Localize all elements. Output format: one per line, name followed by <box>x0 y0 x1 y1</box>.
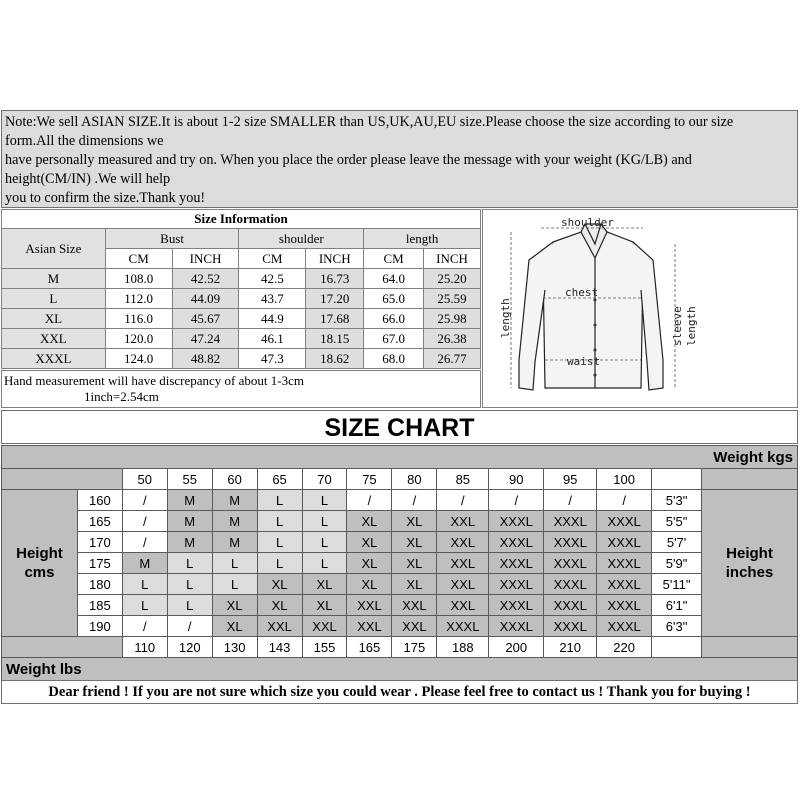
size-value: 42.5 <box>239 269 306 289</box>
unit-header: INCH <box>306 249 364 269</box>
blank-cell <box>702 469 798 490</box>
height-inch: 6'1" <box>652 595 702 616</box>
recommended-size: / <box>392 490 437 511</box>
recommended-size: XXXL <box>544 616 597 637</box>
height-label-line: Height <box>16 545 63 562</box>
size-row <box>2 309 481 329</box>
weight-lb: 188 <box>437 637 489 658</box>
recommended-size: / <box>597 490 652 511</box>
size-row <box>2 329 481 349</box>
height-inch: 5'3" <box>652 490 702 511</box>
weight-kg: 55 <box>167 469 212 490</box>
size-value: 17.68 <box>306 309 364 329</box>
size-value: 25.98 <box>424 309 481 329</box>
size-chart-row <box>2 553 798 574</box>
inch-conversion-note: 1inch=2.54cm <box>84 389 159 404</box>
size-value: 18.62 <box>306 349 364 369</box>
recommended-size: XL <box>257 574 302 595</box>
size-chart-grid <box>1 445 798 681</box>
recommended-size: XXL <box>437 595 489 616</box>
recommended-size: XL <box>257 595 302 616</box>
unit-header: INCH <box>424 249 481 269</box>
recommended-size: XL <box>212 595 257 616</box>
recommended-size: XXXL <box>489 616 544 637</box>
size-value: 65.0 <box>364 289 424 309</box>
size-name: XL <box>2 309 106 329</box>
measurement-note <box>1 370 481 408</box>
unit-header: CM <box>105 249 172 269</box>
size-name: XXXL <box>2 349 106 369</box>
recommended-size: XL <box>347 532 392 553</box>
weight-lb: 143 <box>257 637 302 658</box>
shoulder-header: shoulder <box>239 229 364 249</box>
note-line: have personally measured and try on. When you place the order please leave the message with your weight (KG/LB) and <box>5 152 692 168</box>
height-inch: 6'3" <box>652 616 702 637</box>
blank-cell <box>652 637 702 658</box>
size-value: 67.0 <box>364 329 424 349</box>
recommended-size: XL <box>347 553 392 574</box>
size-value: 26.77 <box>424 349 481 369</box>
height-label-line: Height <box>726 545 773 562</box>
height-cm: 180 <box>77 574 122 595</box>
size-chart-row <box>2 595 798 616</box>
height-inch: 5'7' <box>652 532 702 553</box>
recommended-size: XXXL <box>544 595 597 616</box>
recommended-size: L <box>167 574 212 595</box>
recommended-size: L <box>257 511 302 532</box>
note-line: Note:We sell ASIAN SIZE.It is about 1-2 size SMALLER than US,UK,AU,EU size.Please choose the size according to our size <box>5 114 734 130</box>
size-value: 66.0 <box>364 309 424 329</box>
size-note <box>1 110 798 208</box>
hand-measurement-note: Hand measurement will have discrepancy of about 1-3cm <box>4 373 304 388</box>
recommended-size: / <box>544 490 597 511</box>
recommended-size: L <box>122 595 167 616</box>
weight-kg: 75 <box>347 469 392 490</box>
size-value: 116.0 <box>105 309 172 329</box>
size-value: 17.20 <box>306 289 364 309</box>
height-cm: 170 <box>77 532 122 553</box>
recommended-size: M <box>122 553 167 574</box>
size-value: 112.0 <box>105 289 172 309</box>
recommended-size: L <box>302 511 347 532</box>
recommended-size: XXL <box>392 595 437 616</box>
height-cm: 185 <box>77 595 122 616</box>
size-information-table <box>1 209 481 369</box>
weight-kg: 60 <box>212 469 257 490</box>
recommended-size: / <box>489 490 544 511</box>
weight-lb: 210 <box>544 637 597 658</box>
shirt-illustration <box>483 210 797 407</box>
weight-lb: 200 <box>489 637 544 658</box>
size-value: 47.24 <box>172 329 239 349</box>
size-value: 68.0 <box>364 349 424 369</box>
height-cms-label <box>2 490 78 637</box>
height-cm: 160 <box>77 490 122 511</box>
height-inch: 5'11" <box>652 574 702 595</box>
recommended-size: XL <box>392 553 437 574</box>
weight-kg: 65 <box>257 469 302 490</box>
size-value: 64.0 <box>364 269 424 289</box>
recommended-size: XXXL <box>544 532 597 553</box>
recommended-size: L <box>167 553 212 574</box>
recommended-size: M <box>212 511 257 532</box>
recommended-size: / <box>122 616 167 637</box>
note-line: height(CM/IN) .We will help <box>5 171 171 187</box>
weight-kg: 95 <box>544 469 597 490</box>
size-value: 44.09 <box>172 289 239 309</box>
size-chart-row <box>2 490 798 511</box>
shirt-measurement-diagram <box>482 209 798 408</box>
recommended-size: XL <box>347 511 392 532</box>
asian-size-header: Asian Size <box>2 229 106 269</box>
recommended-size: L <box>257 490 302 511</box>
weight-lb: 165 <box>347 637 392 658</box>
recommended-size: M <box>167 532 212 553</box>
recommended-size: M <box>212 532 257 553</box>
recommended-size: L <box>302 553 347 574</box>
size-name: XXL <box>2 329 106 349</box>
size-value: 18.15 <box>306 329 364 349</box>
recommended-size: XXXL <box>489 574 544 595</box>
recommended-size: XXL <box>437 532 489 553</box>
unit-header: CM <box>239 249 306 269</box>
size-value: 43.7 <box>239 289 306 309</box>
recommended-size: L <box>257 532 302 553</box>
recommended-size: XXXL <box>489 532 544 553</box>
size-value: 48.82 <box>172 349 239 369</box>
recommended-size: XXXL <box>489 595 544 616</box>
weight-lb: 155 <box>302 637 347 658</box>
sleeve-label: sleeve <box>671 306 684 346</box>
recommended-size: L <box>257 553 302 574</box>
recommended-size: XXL <box>437 574 489 595</box>
size-value: 25.59 <box>424 289 481 309</box>
size-value: 124.0 <box>105 349 172 369</box>
recommended-size: / <box>437 490 489 511</box>
recommended-size: XXL <box>347 616 392 637</box>
weight-kg: 70 <box>302 469 347 490</box>
recommended-size: / <box>347 490 392 511</box>
size-value: 25.20 <box>424 269 481 289</box>
recommended-size: L <box>212 553 257 574</box>
waist-label: waist <box>567 355 601 368</box>
height-label-line: cms <box>24 564 55 581</box>
size-chart-title: SIZE CHART <box>1 410 798 444</box>
recommended-size: / <box>167 616 212 637</box>
recommended-size: XXXL <box>597 616 652 637</box>
size-value: 47.3 <box>239 349 306 369</box>
weight-lb: 175 <box>392 637 437 658</box>
recommended-size: XXXL <box>544 574 597 595</box>
recommended-size: XL <box>302 595 347 616</box>
size-value: 26.38 <box>424 329 481 349</box>
size-information-title: Size Information <box>2 210 481 229</box>
recommended-size: XXXL <box>597 532 652 553</box>
recommended-size: L <box>122 574 167 595</box>
height-inches-label <box>702 490 798 637</box>
recommended-size: M <box>167 511 212 532</box>
unit-header: CM <box>364 249 424 269</box>
size-value: 120.0 <box>105 329 172 349</box>
weight-lb: 120 <box>167 637 212 658</box>
size-row <box>2 289 481 309</box>
recommended-size: M <box>167 490 212 511</box>
shoulder-label: shoulder <box>561 216 614 229</box>
size-value: 46.1 <box>239 329 306 349</box>
corner-cell <box>2 469 123 490</box>
weight-kg: 85 <box>437 469 489 490</box>
weight-kg: 90 <box>489 469 544 490</box>
height-label-line: inches <box>725 564 774 581</box>
recommended-size: XL <box>392 574 437 595</box>
recommended-size: XXL <box>302 616 347 637</box>
recommended-size: XXXL <box>597 553 652 574</box>
unit-header: INCH <box>172 249 239 269</box>
size-name: M <box>2 269 106 289</box>
recommended-size: XXXL <box>597 595 652 616</box>
size-value: 108.0 <box>105 269 172 289</box>
sleeve-length-label: length <box>685 306 698 346</box>
height-cm: 190 <box>77 616 122 637</box>
length-header: length <box>364 229 481 249</box>
chest-label: chest <box>565 286 599 299</box>
recommended-size: L <box>302 490 347 511</box>
size-chart-row <box>2 532 798 553</box>
recommended-size: / <box>122 532 167 553</box>
size-chart-row <box>2 616 798 637</box>
recommended-size: XXXL <box>489 511 544 532</box>
recommended-size: / <box>122 511 167 532</box>
recommended-size: XXXL <box>597 574 652 595</box>
recommended-size: XL <box>392 532 437 553</box>
height-inch: 5'9" <box>652 553 702 574</box>
recommended-size: XXL <box>347 595 392 616</box>
note-line: you to confirm the size.Thank you! <box>5 190 206 206</box>
recommended-size: XL <box>347 574 392 595</box>
recommended-size: L <box>302 532 347 553</box>
recommended-size: M <box>212 490 257 511</box>
size-chart-row <box>2 574 798 595</box>
size-value: 45.67 <box>172 309 239 329</box>
recommended-size: XXL <box>392 616 437 637</box>
recommended-size: XXL <box>257 616 302 637</box>
note-line: form.All the dimensions we <box>5 133 164 149</box>
blank-cell <box>652 469 702 490</box>
size-value: 44.9 <box>239 309 306 329</box>
weight-lbs-label: Weight lbs <box>2 658 798 681</box>
weight-kg: 100 <box>597 469 652 490</box>
blank-cell <box>702 637 798 658</box>
weight-lb: 110 <box>122 637 167 658</box>
size-row <box>2 269 481 289</box>
weight-lb: 220 <box>597 637 652 658</box>
size-value: 42.52 <box>172 269 239 289</box>
size-value: 16.73 <box>306 269 364 289</box>
recommended-size: XXXL <box>544 511 597 532</box>
corner-cell <box>2 637 123 658</box>
bust-header: Bust <box>105 229 239 249</box>
contact-footer: Dear friend ! If you are not sure which size you could wear . Please feel free to contact us ! Thank you for buying ! <box>1 680 798 704</box>
recommended-size: L <box>167 595 212 616</box>
recommended-size: XL <box>212 616 257 637</box>
recommended-size: / <box>122 490 167 511</box>
recommended-size: XL <box>302 574 347 595</box>
size-chart-row <box>2 511 798 532</box>
weight-lb: 130 <box>212 637 257 658</box>
weight-kgs-label: Weight kgs <box>2 446 798 469</box>
recommended-size: XXXL <box>437 616 489 637</box>
recommended-size: XXL <box>437 511 489 532</box>
recommended-size: XXL <box>437 553 489 574</box>
height-cm: 175 <box>77 553 122 574</box>
recommended-size: XXXL <box>489 553 544 574</box>
recommended-size: XXXL <box>544 553 597 574</box>
recommended-size: L <box>212 574 257 595</box>
height-cm: 165 <box>77 511 122 532</box>
weight-kg: 50 <box>122 469 167 490</box>
body-length-label: length <box>499 298 512 338</box>
size-row <box>2 349 481 369</box>
height-inch: 5'5" <box>652 511 702 532</box>
weight-kg: 80 <box>392 469 437 490</box>
recommended-size: XL <box>392 511 437 532</box>
size-name: L <box>2 289 106 309</box>
recommended-size: XXXL <box>597 511 652 532</box>
